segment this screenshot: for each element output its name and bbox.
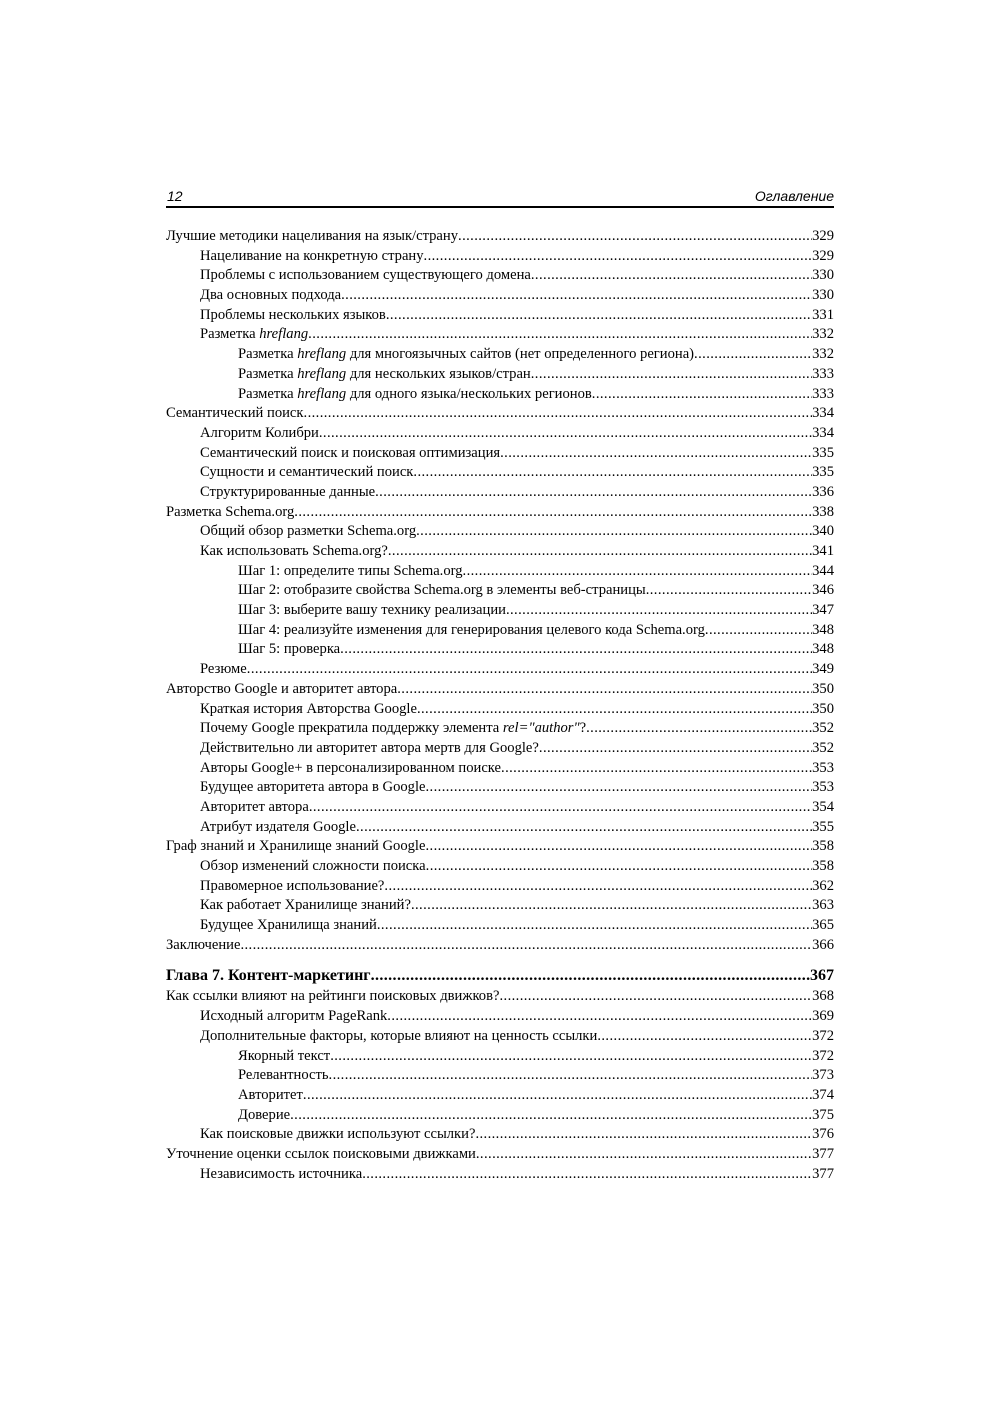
- toc-entry-text: Общий обзор разметки Schema.org: [200, 523, 417, 540]
- toc-entry: [166, 1125, 834, 1145]
- dot-leader: [458, 227, 812, 247]
- toc-entry: [166, 385, 834, 405]
- toc-entry-text: Глава 7. Контент-маркетинг: [166, 967, 371, 985]
- toc-page-number: 358: [812, 858, 834, 874]
- toc-entry-text: Лучшие методики нацеливания на язык/страну: [166, 228, 459, 244]
- toc-entry-title: [200, 700, 417, 720]
- toc-entry-text: Как ссылки влияют на рейтинги поисковых движков?: [166, 988, 500, 1005]
- toc-entry-title: [238, 1047, 330, 1067]
- toc-page-number: 332: [812, 326, 834, 343]
- toc-entry: [166, 1165, 834, 1185]
- toc-entry-text: Семантический поиск: [166, 405, 304, 422]
- toc-page-number: 349: [812, 661, 834, 678]
- toc-entry: [166, 522, 834, 542]
- toc-page-number: 350: [812, 680, 834, 697]
- toc-page-number: 341: [812, 543, 834, 559]
- toc-page-number: 333: [812, 365, 834, 382]
- toc-entry-title: [238, 365, 531, 385]
- dot-leader: [319, 424, 812, 444]
- dot-leader: [356, 818, 812, 838]
- toc-page-number: 372: [812, 1047, 834, 1064]
- toc-entry: [166, 562, 834, 582]
- toc-entry-title: [200, 719, 586, 739]
- toc-entry-title: [200, 660, 247, 680]
- dot-leader: [416, 522, 812, 542]
- toc-entry-text: Как работает Хранилище знаний?: [200, 897, 411, 914]
- toc-entry-title: [200, 325, 308, 345]
- toc-entry: [166, 424, 834, 444]
- toc-entry: [166, 444, 834, 464]
- dot-leader: [387, 1007, 812, 1027]
- toc-entry: [166, 778, 834, 798]
- toc-entry: [166, 621, 834, 641]
- toc-entry: [166, 916, 834, 936]
- toc-entry-text: Два основных подхода: [200, 287, 342, 304]
- toc-entry-emphasis: rel="author": [502, 720, 580, 737]
- toc-entry-title: [200, 778, 426, 798]
- toc-entry-emphasis: hreflang: [297, 385, 347, 402]
- toc-entry-title: [200, 424, 319, 444]
- dot-leader: [506, 601, 812, 621]
- toc-entry: [166, 759, 834, 779]
- dot-leader: [500, 444, 812, 464]
- toc-page-number: 330: [812, 267, 834, 284]
- toc-entry: [166, 877, 834, 897]
- dot-leader: [426, 857, 812, 877]
- dot-leader: [475, 1125, 812, 1145]
- toc-entry: [166, 601, 834, 621]
- toc-page-number: 333: [812, 385, 834, 402]
- toc-entry-text: Разметка: [238, 365, 298, 382]
- toc-entry-text: Семантический поиск и поисковая оптимизация: [200, 444, 501, 461]
- toc-entry-emphasis: hreflang: [259, 326, 309, 343]
- dot-leader: [531, 365, 812, 385]
- toc-entry-title: [166, 964, 371, 987]
- toc-page-number: 334: [812, 424, 834, 441]
- toc-entry-title: [238, 1106, 290, 1126]
- dot-leader: [341, 286, 812, 306]
- toc-entry-title: [238, 640, 340, 660]
- dot-leader: [362, 1165, 812, 1185]
- toc-page-number: 374: [812, 1086, 834, 1103]
- dot-leader: [425, 837, 812, 857]
- toc-entry-text: Дополнительные факторы, которые влияют на ценность ссылки: [200, 1027, 598, 1044]
- toc-entry: [166, 286, 834, 306]
- toc-entry-title: [166, 987, 499, 1007]
- toc-entry: [166, 1007, 834, 1027]
- toc-entry-text: Шаг 1: определите типы Schema.org: [238, 562, 463, 579]
- toc-entry-text: Разметка Schema.org: [166, 503, 295, 520]
- toc-entry: [166, 365, 834, 385]
- toc-entry-text: Уточнение оценки ссылок поисковыми движками: [166, 1145, 476, 1162]
- toc-entry-title: [238, 345, 694, 365]
- toc-entry-title: [200, 463, 413, 483]
- toc-entry-title: [238, 601, 506, 621]
- toc-entry-text-suffix: для нескольких языков/стран: [346, 365, 531, 382]
- toc-page-number: 330: [812, 287, 834, 304]
- toc-page-number: 340: [812, 523, 834, 540]
- toc-page-number: 346: [812, 582, 834, 599]
- toc-entry: [166, 1047, 834, 1067]
- toc-entry-text: Авторитет: [238, 1086, 303, 1103]
- toc-entry-emphasis: hreflang: [297, 365, 347, 382]
- toc-entry-text-suffix: ?: [579, 720, 587, 737]
- toc-entry-title: [200, 542, 388, 562]
- toc-entry: [166, 640, 834, 660]
- toc-entry: [166, 1086, 834, 1106]
- dot-leader: [426, 778, 813, 798]
- dot-leader: [539, 739, 812, 759]
- dot-leader: [463, 562, 813, 582]
- dot-leader: [377, 916, 812, 936]
- dot-leader: [330, 1047, 812, 1067]
- toc-entry: [166, 463, 834, 483]
- toc-entry-title: [200, 483, 375, 503]
- dot-leader: [586, 719, 812, 739]
- toc-entry-title: [200, 759, 501, 779]
- toc-page-number: 369: [812, 1008, 834, 1025]
- dot-leader: [247, 660, 812, 680]
- toc-entry-text: Независимость источника: [200, 1165, 363, 1182]
- toc-entry: [166, 1027, 834, 1047]
- toc-entry-text: Шаг 3: выберите вашу технику реализации: [238, 602, 506, 619]
- toc-page-number: 353: [812, 779, 834, 796]
- dot-leader: [424, 247, 813, 267]
- toc-entry-title: [200, 818, 356, 838]
- toc-entry: [166, 719, 834, 739]
- toc-entry: [166, 404, 834, 424]
- toc-entry-text-suffix: для многоязычных сайтов (нет определенного региона): [346, 346, 695, 363]
- toc-entry-text: Будущее Хранилища знаний: [200, 917, 377, 934]
- toc-entry-text: Будущее авторитета автора в Google: [200, 779, 426, 796]
- toc-page-number: 329: [812, 228, 834, 244]
- toc-entry-text: Алгоритм Колибри: [200, 424, 319, 441]
- dot-leader: [417, 700, 812, 720]
- toc-entry-title: [166, 404, 304, 424]
- toc-entry-title: [166, 227, 458, 247]
- toc-page-number: 350: [812, 700, 834, 717]
- toc-page-number: 344: [812, 562, 834, 579]
- toc-entry-text: Заключение: [166, 936, 241, 953]
- dot-leader: [694, 345, 812, 365]
- toc-page-number: 365: [812, 917, 834, 934]
- toc-entry-title: [238, 581, 646, 601]
- toc-page-number: 336: [812, 483, 834, 500]
- toc-entry-text: Исходный алгоритм PageRank: [200, 1008, 388, 1025]
- toc-page-number: 335: [812, 444, 834, 461]
- dot-leader: [386, 306, 812, 326]
- toc-page-number: 377: [812, 1145, 834, 1162]
- dot-leader: [592, 385, 812, 405]
- toc-page-number: 352: [812, 720, 834, 737]
- toc-entry: [166, 680, 834, 700]
- toc-page-number: 362: [812, 877, 834, 894]
- toc-entry-title: [200, 739, 539, 759]
- toc-entry-title: [200, 444, 500, 464]
- page-number: 12: [167, 188, 183, 204]
- toc-entry: [166, 227, 834, 247]
- dot-leader: [240, 936, 812, 956]
- toc-page-number: 332: [812, 346, 834, 363]
- toc-entry-text: Релевантность: [238, 1067, 329, 1084]
- toc-entry-text: Резюме: [200, 661, 247, 678]
- toc-entry-title: [238, 385, 592, 405]
- toc-entry: [166, 936, 834, 956]
- toc-page-number: 352: [812, 739, 834, 756]
- dot-leader: [499, 987, 812, 1007]
- toc-entry: [166, 1106, 834, 1126]
- toc-page-number: 375: [812, 1106, 834, 1123]
- toc-page-number: 348: [812, 641, 834, 658]
- running-title: Оглавление: [754, 188, 834, 204]
- toc-page-number: 376: [812, 1126, 834, 1143]
- toc-page-number: 377: [812, 1165, 834, 1182]
- toc-chapter-entry: [166, 964, 834, 987]
- toc-page-number: 338: [812, 503, 834, 520]
- toc-entry-title: [200, 1027, 597, 1047]
- running-header: [166, 186, 834, 208]
- dot-leader: [384, 877, 812, 897]
- toc-entry: [166, 542, 834, 562]
- dot-leader: [705, 621, 812, 641]
- toc-entry-text: Доверие: [238, 1106, 291, 1123]
- toc-entry-text: Атрибут издателя Google: [200, 818, 356, 835]
- toc-entry-title: [166, 936, 240, 956]
- toc-entry: [166, 896, 834, 916]
- toc-entry-text: Почему Google прекратила поддержку элемента: [200, 720, 503, 737]
- toc-page-number: 334: [812, 405, 834, 422]
- dot-leader: [309, 798, 812, 818]
- toc-page-number: 372: [812, 1027, 834, 1044]
- toc-entry-title: [200, 896, 411, 916]
- toc-entry: [166, 503, 834, 523]
- toc-page-number: 329: [812, 247, 834, 264]
- toc-page-number: 353: [812, 759, 834, 776]
- toc-entry-title: [200, 1165, 362, 1185]
- toc-entry-text: Сущности и семантический поиск: [200, 464, 414, 481]
- toc-entry: [166, 247, 834, 267]
- toc-entry-title: [200, 1007, 387, 1027]
- toc-page-number: 373: [812, 1067, 834, 1084]
- toc-page-number: 367: [810, 967, 834, 985]
- toc-entry-text: Шаг 5: проверка: [238, 641, 341, 658]
- toc-entry-title: [200, 306, 386, 326]
- toc-entry-text: Шаг 2: отобразите свойства Schema.org в элементы веб-страницы: [238, 582, 646, 599]
- dot-leader: [371, 964, 810, 987]
- toc-entry-title: [166, 503, 294, 523]
- toc-entry-text: Действительно ли авторитет автора мертв для Google?: [200, 739, 539, 756]
- dot-leader: [397, 680, 812, 700]
- dot-leader: [476, 1145, 812, 1165]
- toc-entry-title: [200, 857, 426, 877]
- dot-leader: [304, 404, 813, 424]
- toc-entry: [166, 857, 834, 877]
- toc-entry: [166, 581, 834, 601]
- toc-entry-text: Нацеливание на конкретную страну: [200, 247, 424, 264]
- toc-entry-title: [238, 1086, 303, 1106]
- toc-entry: [166, 837, 834, 857]
- toc-entry-title: [200, 877, 384, 897]
- dot-leader: [411, 896, 812, 916]
- toc-entry-text: Структурированные данные: [200, 483, 376, 500]
- toc-entry: [166, 700, 834, 720]
- dot-leader: [531, 266, 812, 286]
- toc-entry-text: Обзор изменений сложности поиска: [200, 858, 426, 874]
- toc-entry-title: [200, 247, 424, 267]
- dot-leader: [375, 483, 812, 503]
- toc-entry-text: Проблемы с использованием существующего домена: [200, 267, 531, 284]
- toc-entry: [166, 987, 834, 1007]
- toc-entry: [166, 1145, 834, 1165]
- toc-entry-text: Якорный текст: [238, 1047, 331, 1064]
- dot-leader: [308, 325, 812, 345]
- toc-page-number: 335: [812, 464, 834, 481]
- toc-page-number: 354: [812, 798, 834, 815]
- dot-leader: [501, 759, 812, 779]
- dot-leader: [388, 542, 812, 562]
- toc-entry-text: Авторство Google и авторитет автора: [166, 680, 398, 697]
- toc-entry: [166, 798, 834, 818]
- toc-entry: [166, 818, 834, 838]
- toc-entry: [166, 483, 834, 503]
- toc-entry: [166, 306, 834, 326]
- table-of-contents: [166, 227, 834, 1184]
- toc-entry-title: [238, 621, 705, 641]
- toc-entry-title: [200, 266, 531, 286]
- toc-page-number: 331: [812, 306, 834, 323]
- toc-page-number: 355: [812, 818, 834, 835]
- toc-entry-text: Авторитет автора: [200, 798, 309, 815]
- toc-entry: [166, 660, 834, 680]
- dot-leader: [646, 581, 812, 601]
- toc-entry: [166, 739, 834, 759]
- toc-entry: [166, 266, 834, 286]
- toc-entry-title: [238, 1066, 329, 1086]
- toc-entry-text: Разметка: [238, 346, 298, 363]
- toc-entry-text: Правомерное использование?: [200, 877, 385, 894]
- toc-page-number: 358: [812, 838, 834, 855]
- toc-entry-text: Как использовать Schema.org?: [200, 543, 388, 559]
- dot-leader: [329, 1066, 813, 1086]
- toc-entry-title: [166, 837, 425, 857]
- toc-page-number: 368: [812, 988, 834, 1005]
- toc-page-number: 348: [812, 621, 834, 638]
- toc-page-number: 347: [812, 602, 834, 619]
- toc-entry-title: [238, 562, 463, 582]
- toc-entry-title: [200, 286, 341, 306]
- toc-page-number: 366: [812, 936, 834, 953]
- toc-entry-text: Граф знаний и Хранилище знаний Google: [166, 838, 426, 855]
- dot-leader: [303, 1086, 812, 1106]
- toc-entry-title: [166, 1145, 476, 1165]
- toc-entry-text: Разметка: [200, 326, 260, 343]
- dot-leader: [340, 640, 812, 660]
- toc-entry: [166, 345, 834, 365]
- toc-entry-text-suffix: для одного языка/нескольких регионов: [346, 385, 592, 402]
- dot-leader: [597, 1027, 812, 1047]
- toc-entry-text: Проблемы нескольких языков: [200, 306, 386, 323]
- toc-entry: [166, 1066, 834, 1086]
- dot-leader: [294, 503, 812, 523]
- toc-entry-title: [200, 1125, 475, 1145]
- dot-leader: [413, 463, 812, 483]
- toc-entry-emphasis: hreflang: [297, 346, 347, 363]
- toc-entry-title: [200, 916, 377, 936]
- toc-page-number: 363: [812, 897, 834, 914]
- toc-entry-text: Шаг 4: реализуйте изменения для генерирования целевого кода Schema.org: [238, 621, 705, 638]
- toc-entry-title: [200, 798, 309, 818]
- toc-entry-title: [166, 680, 397, 700]
- toc-entry-text: Разметка: [238, 385, 298, 402]
- dot-leader: [290, 1106, 812, 1126]
- toc-entry-title: [200, 522, 416, 542]
- toc-entry-text: Как поисковые движки используют ссылки?: [200, 1126, 476, 1143]
- toc-entry: [166, 325, 834, 345]
- toc-entry-text: Авторы Google+ в персонализированном поиске: [200, 759, 502, 776]
- toc-entry-text: Краткая история Авторства Google: [200, 700, 417, 717]
